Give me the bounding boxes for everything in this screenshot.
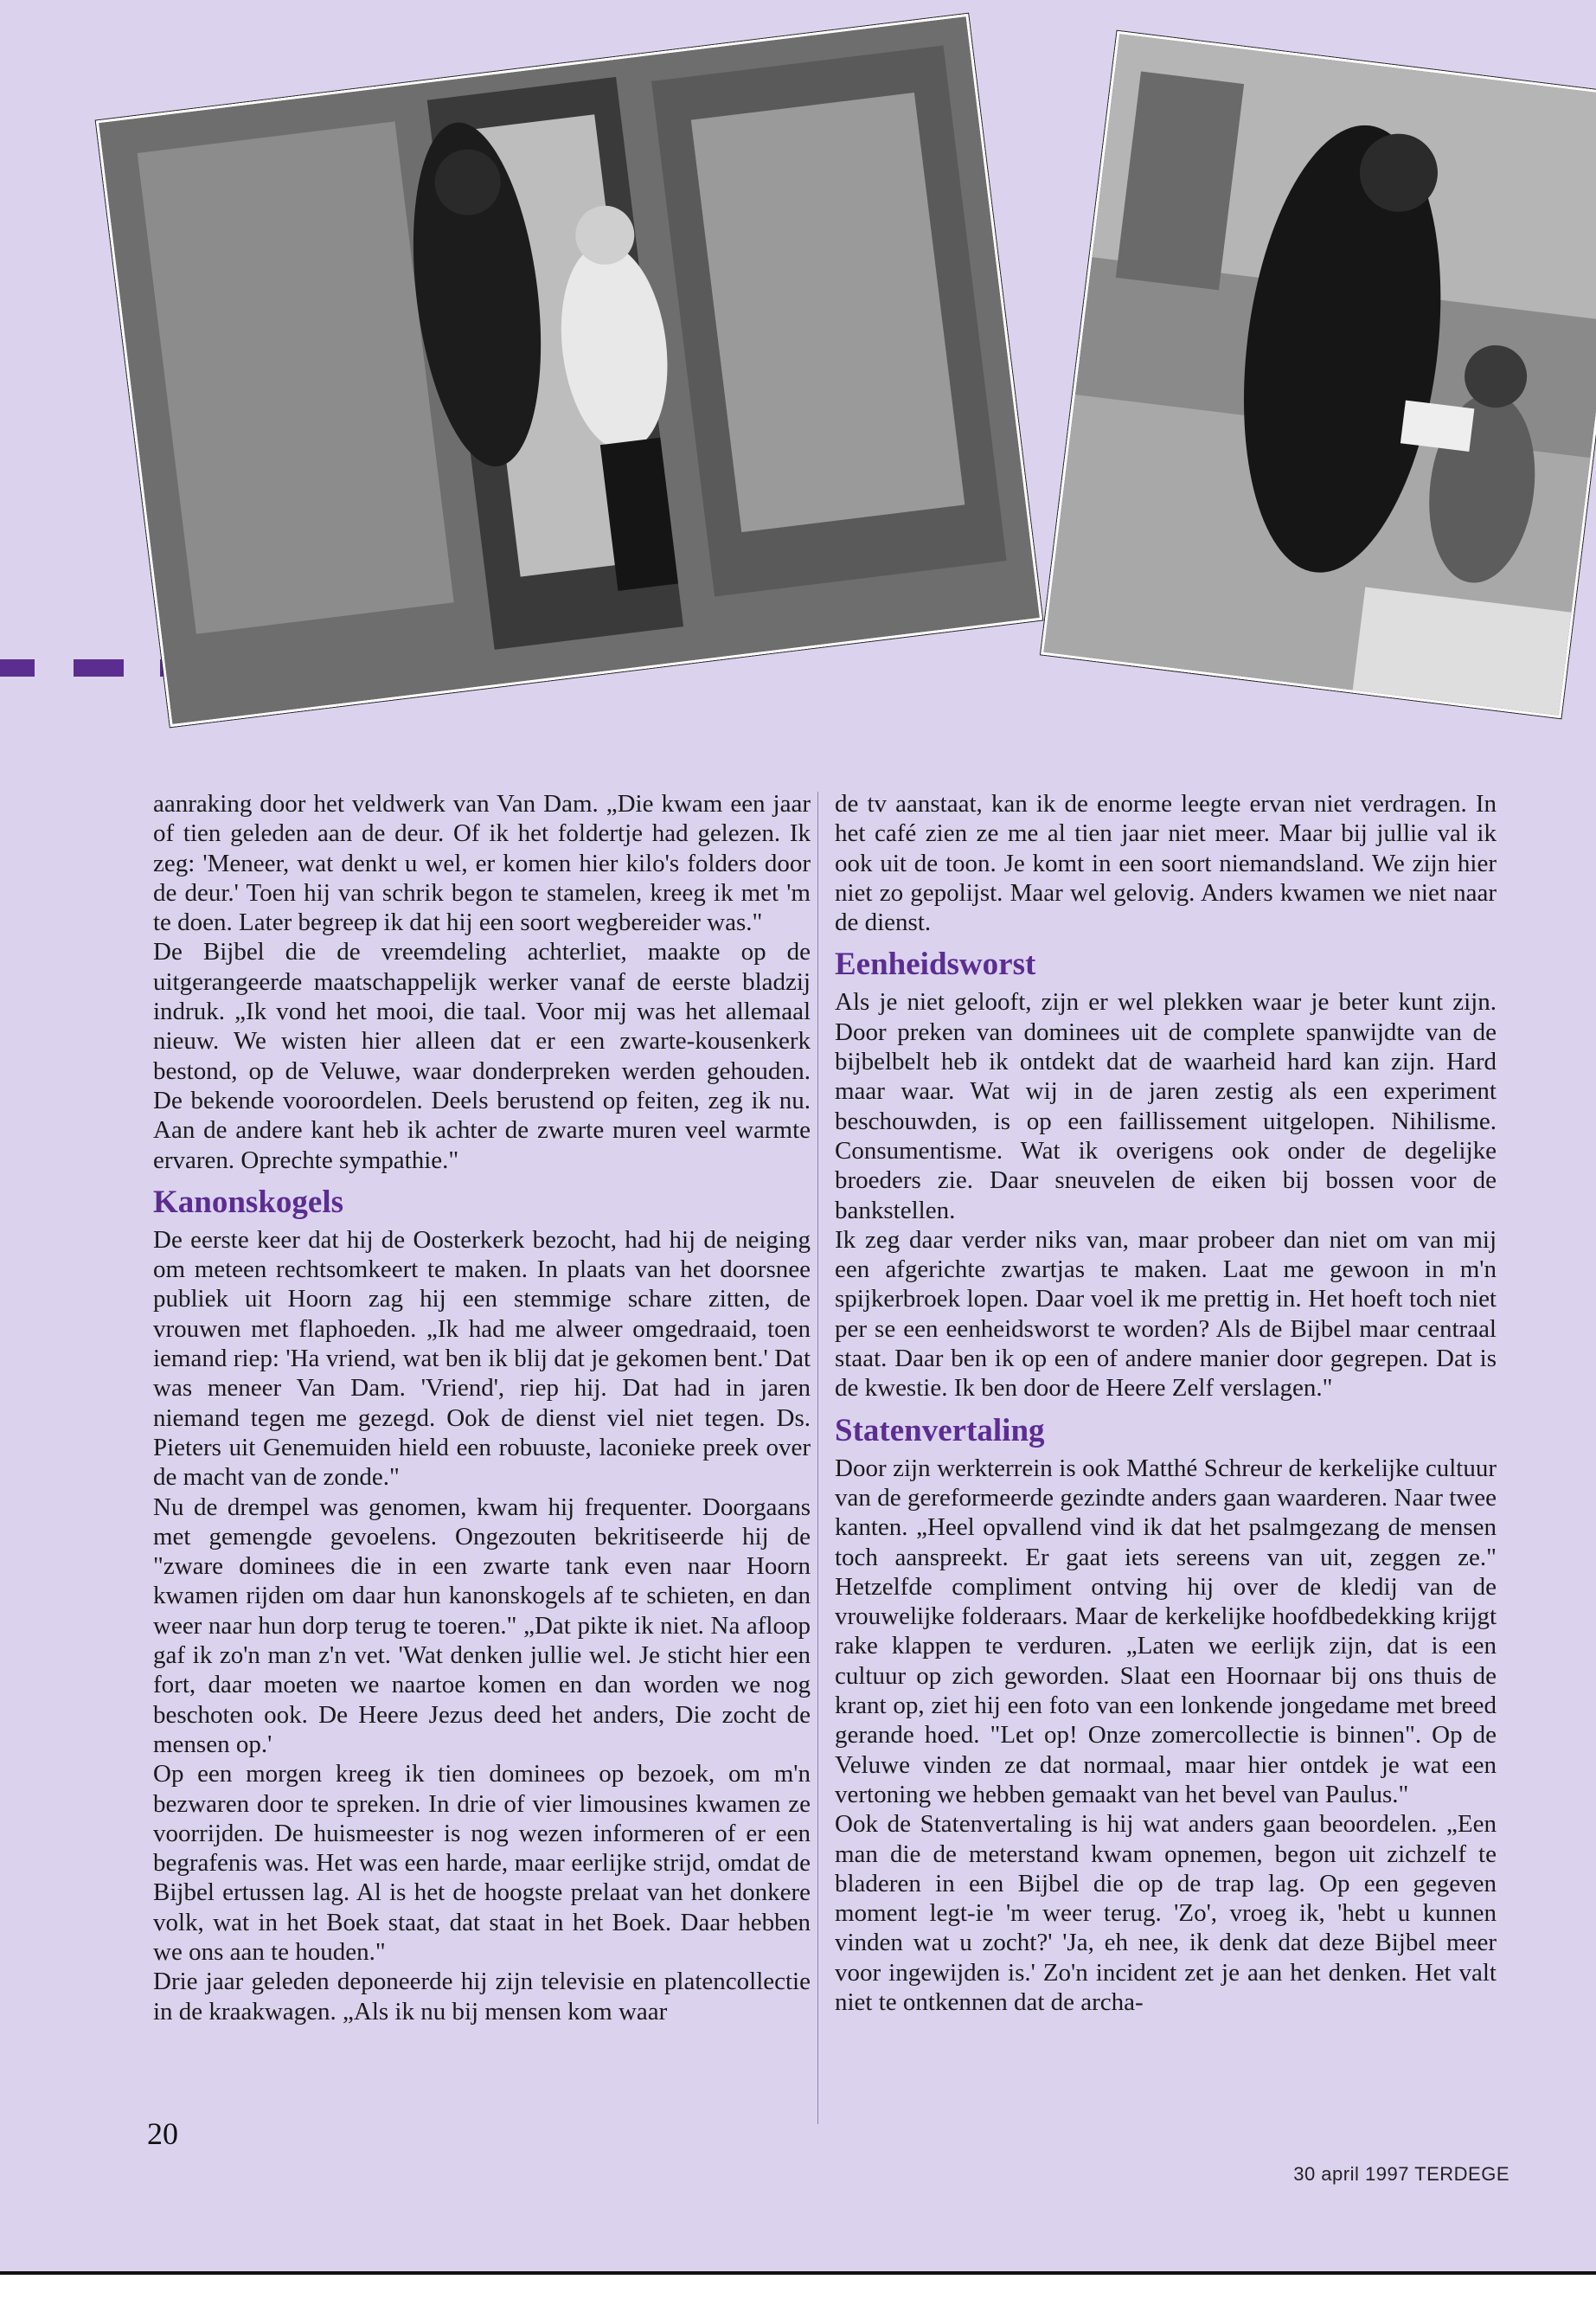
left-text-column (153, 789, 811, 2026)
decorative-dash (0, 659, 35, 677)
body-paragraph: aanraking door het veldwerk van Van Dam. „Die kwam een jaar of tien geleden aan de deur. Of ik het foldertje had gelezen. Ik zeg: 'Meneer, wat denkt u wel, er komen hier kilo's folders door de deur.' Toen hij van schrik begon te stamelen, kreeg ik met 'm te doen. Later begreep ik dat hij een soort wegbereider was." (153, 790, 811, 937)
body-paragraph: De eerste keer dat hij de Oosterkerk bezocht, had hij de neiging om meteen rechtsomkeert te maken. In plaats van het doorsnee publiek uit Hoorn zag hij een stemmige schare zitten, de vrouwen met flaphoeden. „Ik had me alweer omgedraaid, toen iemand riep: 'Ha vriend, wat ben ik blij dat je gekomen bent.' Dat was meneer Van Dam. 'Vriend', riep hij. Dat had in jaren niemand tegen me gezegd. Ook de dienst viel niet tegen. Ds. Pieters uit Genemuiden hield een robuuste, laconieke preek over de macht van de zonde." (153, 1225, 811, 1492)
body-paragraph: Ik zeg daar verder niks van, maar probeer dan niet om van mij een afgerichte zwartjas te maken. Laat me gewoon in m'n spijkerbroek lopen. Daar voel ik me prettig in. Het hoeft toch niet per se een eenheidsworst te worden? Als de Bijbel maar centraal staat. Daar ben ik op een of andere manier door gegrepen. Dat is de kwestie. Ik ben door de Heere Zelf verslagen." (835, 1225, 1497, 1403)
body-paragraph: de tv aanstaat, kan ik de enorme leegte ervan niet verdragen. In het café zien ze me al tien jaar niet meer. Maar bij jullie val ik ook uit de toon. Je komt in een soort niemandsland. We zijn hier niet zo gepolijst. Maar wel gelovig. Anders kwamen we niet naar de dienst. (835, 790, 1497, 937)
body-paragraph: Drie jaar geleden deponeerde hij zijn televisie en platencollectie in de kraakwagen. „Als ik nu bij mensen kom waar (153, 1968, 811, 2026)
section-heading-statenvertaling: Statenvertaling (835, 1412, 1045, 1448)
page-number: 20 (147, 2116, 178, 2151)
section-heading-kanonskogels: Kanonskogels (153, 1184, 344, 1220)
door-to-door-visit-photo (96, 14, 1042, 728)
body-paragraph: Ook de Statenvertaling is hij wat anders gaan beoordelen. „Een man die de meterstand kwam opnemen, begon uit zichzelf te bladeren in een Bijbel die op de trap lag. Op een gegeven moment legt-ie 'm weer terug. 'Zo', vroeg ik, 'hebt u kunnen vinden wat u zocht?' 'Ja, eh nee, ik denk dat deze Bijbel meer voor ingewijden is.' Zo'n incident zet je aan het denken. Het valt niet te ontkennen dat de archa- (835, 1810, 1497, 2016)
issue-info: 30 april 1997 TERDEGE (1293, 2163, 1509, 2185)
body-paragraph: Nu de drempel was genomen, kwam hij frequenter. Doorgaans met gemengde gevoelens. Ongezouten bekritiseerde hij de "zware dominees die in een zwarte tank even naar Hoorn kwamen rijden om daar hun kanonskogels af te schieten, en dan weer naar hun dorp terug te toeren." „Dat pikte ik niet. Na afloop gaf ik zo'n man z'n vet. 'Wat denken jullie wel. Je sticht hier een fort, daar moeten we naartoe komen en dan worden we nog beschoten ook. De Heere Jezus deed het anders, Die zocht de mensen op.' (153, 1493, 811, 1758)
section-heading-eenheidsworst: Eenheidsworst (835, 947, 1036, 983)
street-folder-distribution-photo (1041, 31, 1596, 718)
body-paragraph: De Bijbel die de vreemdeling achterliet, maakte op de uitgerangeerde maatschappelijk werker vanaf de eerste bladzij indruk. „Ik vond het mooi, die taal. Voor mij was het allemaal nieuw. We wisten hier alleen dat er een zwarte-kousenkerk bestond, op de Veluwe, waar donderpreken werden gehouden. De bekende vooroordelen. Deels berustend op feiten, zeg ik nu. Aan de andere kant heb ik achter de zwarte muren veel warmte ervaren. Oprechte sympathie." (153, 938, 811, 1174)
body-paragraph: Op een morgen kreeg ik tien dominees op bezoek, om m'n bezwaren door te spreken. In drie of vier limousines kwamen ze voorrijden. De huismeester is nog wezen informeren of er een begrafenis was. Het was een harde, maar eerlijke strijd, omdat de Bijbel ertussen lag. Al is het de hoogste prelaat van het donkere volk, wat in het Boek staat, dat staat in het Boek. Daar hebben we ons aan te houden." (153, 1760, 811, 1966)
column-divider (817, 792, 818, 2124)
decorative-dash (74, 659, 124, 677)
body-paragraph: Als je niet gelooft, zijn er wel plekken waar je beter kunt zijn. Door preken van dominees uit de complete spanwijdte van de bijbelbelt heb ik ontdekt dat de waarheid hard kan zijn. Hard maar waar. Wat wij in de jaren zestig als een experiment beschouwden, is op een faillissement uitgelopen. Nihilisme. Consumentisme. Wat ik overigens ook onder de degelijke broeders zie. Daar sneuvelen de eiken bij bossen voor de bankstellen. (835, 988, 1497, 1224)
page-bottom-edge (0, 2271, 1596, 2305)
body-paragraph: Door zijn werkterrein is ook Matthé Schreur de kerkelijke cultuur van de gereformeerde gezindte anders gaan waarderen. Naar twee kanten. „Heel opvallend vind ik dat het psalmgezang de mensen toch aanspreekt. Er gaat iets sereens van uit, zeggen ze." Hetzelfde compliment ontving hij over de kledij van de vrouwelijke folderaars. Maar de kerkelijke hoofdbedekking krijgt rake klappen te verduren. „Laten we eerlijk zijn, dat is een cultuur op zich geworden. Slaat een Hoornaar bij ons thuis de krant op, ziet hij een foto van een lonkende jongedame met breed gerande hoed. "Let op! Onze zomercollectie is binnen". Op de Veluwe vinden ze dat normaal, maar hier ontdek je wat een vertoning we hebben gemaakt van het bevel van Paulus." (835, 1454, 1497, 1808)
right-text-column (835, 789, 1497, 2017)
